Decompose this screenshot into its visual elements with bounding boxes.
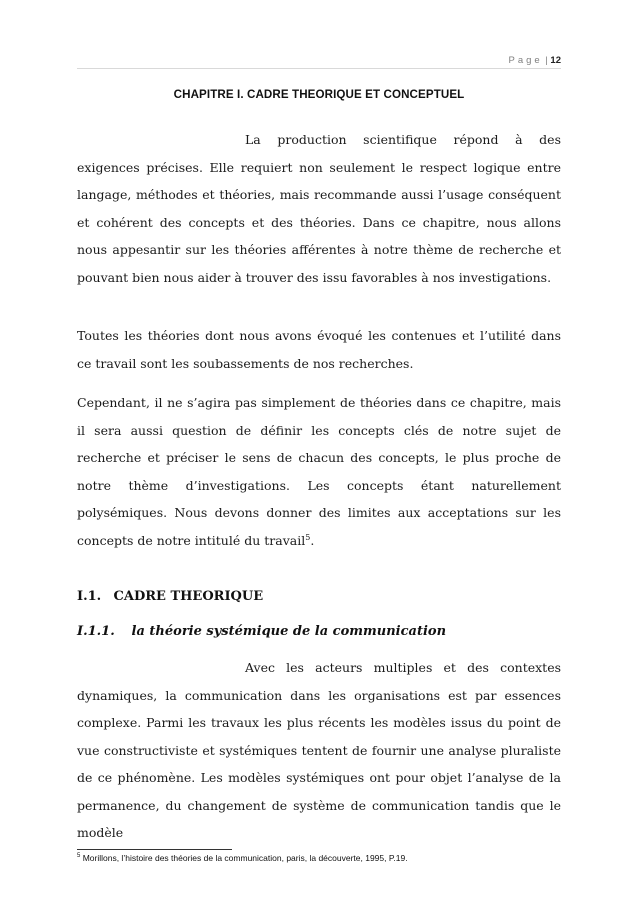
section-heading	[77, 589, 561, 604]
paragraph-concepts-text: Cependant, il ne s’agira pas simplement de théories dans ce chapitre, mais il sera aussi question de définir les concepts clés de notre sujet de recherche et préciser le sens de chacun des concepts, le plus proche de notre thème d’investigations. Les concepts étant naturellement polysémiques. Nous devons donner des limites aux acceptations sur les concepts de notre intitulé du	[77, 395, 561, 548]
subsection-heading	[77, 624, 561, 639]
page-header	[77, 55, 561, 66]
footnote	[77, 853, 561, 863]
section-number: I.1.	[77, 589, 102, 604]
paragraph-concepts	[77, 389, 561, 554]
header-separator: |	[545, 55, 548, 66]
page-number: 12	[550, 55, 561, 66]
footnote-reference[interactable]: 5	[305, 532, 311, 542]
paragraph-concepts-period: .	[310, 532, 315, 548]
subsection-title: la théorie systémique de la communication	[131, 624, 447, 639]
paragraph-systemic	[77, 654, 561, 847]
footnote-separator	[77, 849, 232, 850]
section-title: CADRE THEORIQUE	[113, 589, 264, 604]
footnote-text: Morillons, l’histoire des théories de la communication, paris, la découverte, 1995, P.19.	[80, 853, 408, 863]
paragraph-concepts-ending	[264, 533, 314, 548]
page-label: Page	[508, 55, 543, 66]
paragraph-theories: Toutes les théories dont nous avons évoqué les contenues et l’utilité dans ce travail sont les soubassements de nos recherches.	[77, 328, 561, 371]
paragraph-intro	[77, 126, 561, 291]
paragraph-intro-text: La production scientifique répond à des exigences précises. Elle requiert non seulement le respect logique entre langage, méthodes et théories, mais recommande aussi l’usage conséquent et cohérent des concepts et des théories. Dans ce chapitre, nous allons nous appesantir sur les théories afférentes à notre thème de recherche et pouvant bien nous aider à trouver des issu favorables à nos investigations.	[77, 132, 561, 285]
paragraph-systemic-text: Avec les acteurs multiples et des contextes dynamiques, la communication dans les organisations est par essences complexe. Parmi les travaux les plus récents les modèles issus du point de vue constructiviste et systémiques tentent de fournir une analyse pluraliste de ce phénomène. Les modèles systémiques ont pour objet l’analyse de la permanence, du changement de système de communication tandis que le modèle	[77, 660, 561, 840]
subsection-number: I.1.1.	[77, 624, 115, 639]
chapter-title: CHAPITRE I. CADRE THEORIQUE ET CONCEPTUEL	[173, 88, 465, 101]
header-divider	[77, 68, 561, 69]
paragraph-concepts-last-word: travail	[264, 532, 306, 548]
footnote-marker: 5	[77, 853, 81, 860]
